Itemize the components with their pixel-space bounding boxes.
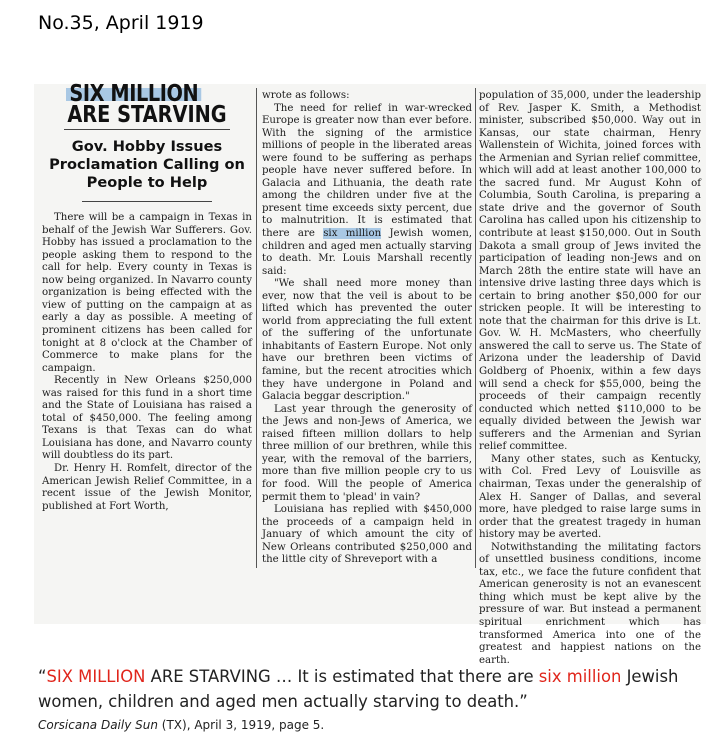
paragraph: Dr. Henry H. Romfelt, director of the American Jewish Relief Committee, in a recent issue of the Jewish Monitor, published at Fort Worth, bbox=[42, 463, 252, 512]
paragraph: Notwithstanding the militating factors of unsettled business conditions, income tax, etc., we face the future confident that American generosity is not an evanescent thing which must be kept alive by the pressure of war. But instead a permanent spiritual enrichment which has transformed America into one of the greatest and happiest nations on the earth. bbox=[479, 541, 701, 666]
article-column-1 bbox=[42, 81, 252, 513]
headline bbox=[42, 81, 252, 128]
column-rule bbox=[256, 88, 257, 568]
subheadline: Gov. Hobby Issues Proclamation Calling on People to Help bbox=[49, 138, 245, 192]
paragraph: There will be a campaign in Texas in behalf of the Jewish War Sufferers. Gov. Hobby has issued a proclamation to the people asking them to respond to the call for help. Every county in Texas is now being organized. In Navarro county organization is being effected with the view of putting on the campaign at as early a day as possible. A meeting of prominent citizens has been called for tonight at 8 o'clock at the Chamber of Commerce to make plans for the campaign. bbox=[42, 212, 252, 374]
subheadline-divider bbox=[82, 201, 212, 202]
headline-line-1: SIX MILLION bbox=[66, 88, 202, 101]
quote-text: ARE STARVING … It is estimated that there are bbox=[145, 667, 539, 686]
quote-text: Jewish women, children and aged men actually starving to death.” bbox=[38, 667, 679, 711]
publication-details: (TX), April 3, 1919, page 5. bbox=[157, 718, 325, 732]
text-run: Jewish women, children and aged men actually starving to death. Mr. Louis Marshall recently said: bbox=[262, 228, 473, 277]
quote-red-phrase: six million bbox=[538, 667, 622, 686]
paragraph bbox=[262, 103, 472, 279]
paragraph: Many other states, such as Kentucky, with Col. Fred Levy of Louisville as chairman, Texas under the generalship of Alex H. Sanger of Dallas, and several more, have pledged to raise large sums in order that the greatest tragedy in human history may be averted. bbox=[479, 453, 701, 541]
paragraph: population of 35,000, under the leadership of Rev. Jasper K. Smith, a Methodist minister, subscribed $50,000. Way out in Kansas, our state chairman, Henry Wallenstein of Wichita, joined forces with the Armenian and Syrian relief committee, which will add at least another 100,000 to the sacred fund. Mr August Kohn of Columbia, South Carolina, is preparing a state drive and the governor of South Carolina has called upon his citizenship to contribute at least $150,000. Out in South Dakota a small group of Jews invited the participation of leading non-Jews and on March 28th the entire state will have an intensive drive lasting three days which is certain to bring another $50,000 for our stricken people. It will be interesting to note that the chairman for this drive is Lt. Gov. W. H. McMasters, who cheerfully answered the call to serve us. The State of Arizona under the leadership of David Goldberg of Phoenix, within a few days will send a check for $55,000, being the proceeds of their campaign recently conducted which netted $110,000 to be equally divided between the Jewish war sufferers and the Armenian and Syrian relief committee. bbox=[479, 90, 701, 453]
issue-title: No.35, April 1919 bbox=[38, 12, 204, 34]
paragraph: Louisiana has replied with $450,000 the proceeds of a campaign held in January of which amount the city of New Orleans contributed $250,000 and the little city of Shreveport with a bbox=[262, 504, 472, 566]
paragraph: Last year through the generosity of the Jews and non-Jews of America, we raised fifteen million dollars to help three million of our brethren, while this year, with the removal of the barriers, more than five million people cry to us for food. Will the people of America permit them to 'plead' in vain? bbox=[262, 403, 472, 503]
article-column-2 bbox=[262, 90, 472, 567]
headline-divider bbox=[64, 129, 230, 130]
article-column-3 bbox=[479, 90, 701, 667]
newspaper-clipping bbox=[34, 81, 706, 666]
highlighted-phrase: six million bbox=[323, 228, 382, 240]
headline-line-2: ARE STARVING bbox=[67, 101, 227, 128]
text-run: The need for relief in war-wrecked Europe is greater now than ever before. With the signing of the armistice millions of people in the liberated areas were found to be suffering as perhaps people have never suffered before. In Galacia and Lithuania, the death rate among the children under five at the present time exceeds sixty percent, due to malnutrition. It is estimated that there are bbox=[262, 102, 472, 240]
publication-name: Corsicana Daily Sun bbox=[38, 718, 158, 732]
quote-open: “ bbox=[38, 667, 47, 686]
quote-red-phrase: SIX MILLION bbox=[46, 667, 146, 686]
pull-quote bbox=[38, 664, 688, 714]
source-caption bbox=[38, 718, 324, 732]
paragraph: "We shall need more money than ever, now that the veil is about to be lifted which has prevented the outer world from appreciating the full extent of the suffering of the unfortunate inhabitants of Eastern Europe. Not only have our brethren been victims of famine, but the recent atrocities which they have undergone in Poland and Galacia beggar description." bbox=[262, 278, 472, 403]
paragraph: Recently in New Orleans $250,000 was raised for this fund in a short time and the State of Louisiana has raised a total of $450,000. The feeling among Texans is that Texas can do what Louisiana has done, and Navarro county will doubtless do its part. bbox=[42, 375, 252, 462]
paragraph: wrote as follows: bbox=[262, 90, 350, 101]
column-rule bbox=[475, 88, 476, 568]
